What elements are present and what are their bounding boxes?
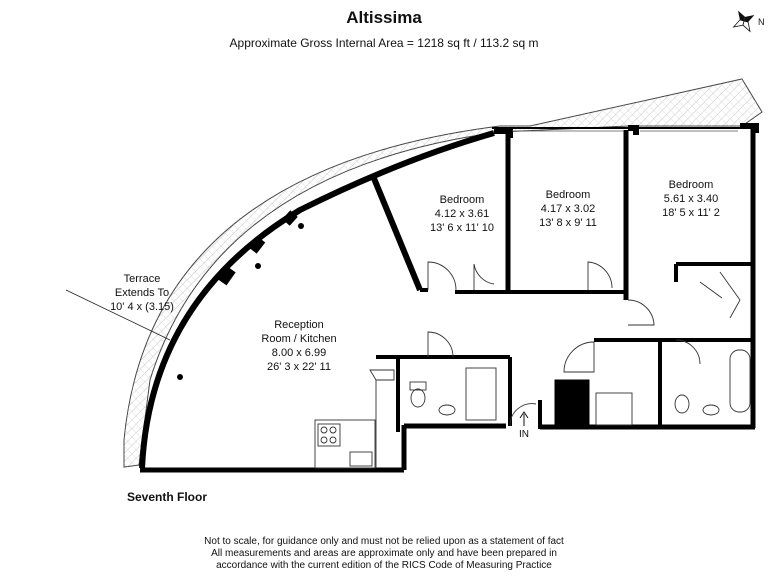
disclaimer-line-2: All measurements and areas are approximate only and have been prepared in (211, 548, 557, 559)
plan-title: Altissima (346, 8, 422, 27)
room-label-terrace (110, 273, 174, 313)
room-label-bedroom-3 (662, 179, 720, 219)
room-label-bedroom-2 (539, 189, 597, 229)
bedroom-2-imperial: 13' 8 x 9' 11 (539, 217, 597, 229)
reception-name-line2: Room / Kitchen (261, 333, 337, 345)
kitchen-units (315, 370, 394, 468)
plan-subtitle: Approximate Gross Internal Area = 1218 sq ft / 113.2 sq m (229, 36, 539, 50)
disclaimer (0, 536, 768, 572)
bedroom-1-name: Bedroom (439, 194, 485, 206)
room-label-reception (261, 319, 336, 373)
bedroom-3-metric: 5.61 x 3.40 (663, 193, 719, 205)
room-label-bedroom-1 (430, 194, 494, 234)
bedroom-2-metric: 4.17 x 3.02 (540, 203, 596, 215)
floor-label: Seventh Floor (127, 490, 208, 504)
bedroom-1-imperial: 13' 6 x 11' 10 (430, 222, 494, 234)
bedroom-3-imperial: 18' 5 x 11' 2 (662, 207, 720, 219)
disclaimer-line-3: accordance with the current edition of the RICS Code of Measuring Practice (216, 560, 552, 571)
terrace-line1: Terrace (123, 273, 161, 285)
terrace-line2: Extends To (114, 287, 170, 299)
bedroom-1-metric: 4.12 x 3.61 (434, 208, 490, 220)
reception-imperial: 26' 3 x 22' 11 (267, 361, 331, 373)
bedroom-3-name: Bedroom (668, 179, 714, 191)
disclaimer-line-1: Not to scale, for guidance only and must not be relied upon as a statement of fact (204, 536, 564, 547)
entrance-arrow-icon (520, 412, 528, 426)
reception-metric: 8.00 x 6.99 (271, 347, 327, 359)
bedroom-2-name: Bedroom (545, 189, 591, 201)
terrace-line3: 10' 4 x (3.15) (110, 301, 174, 313)
entrance-label: IN (519, 429, 529, 440)
apartment-walls (140, 126, 756, 470)
compass-north-letter: N (758, 17, 764, 27)
reception-name-line1: Reception (274, 319, 324, 331)
